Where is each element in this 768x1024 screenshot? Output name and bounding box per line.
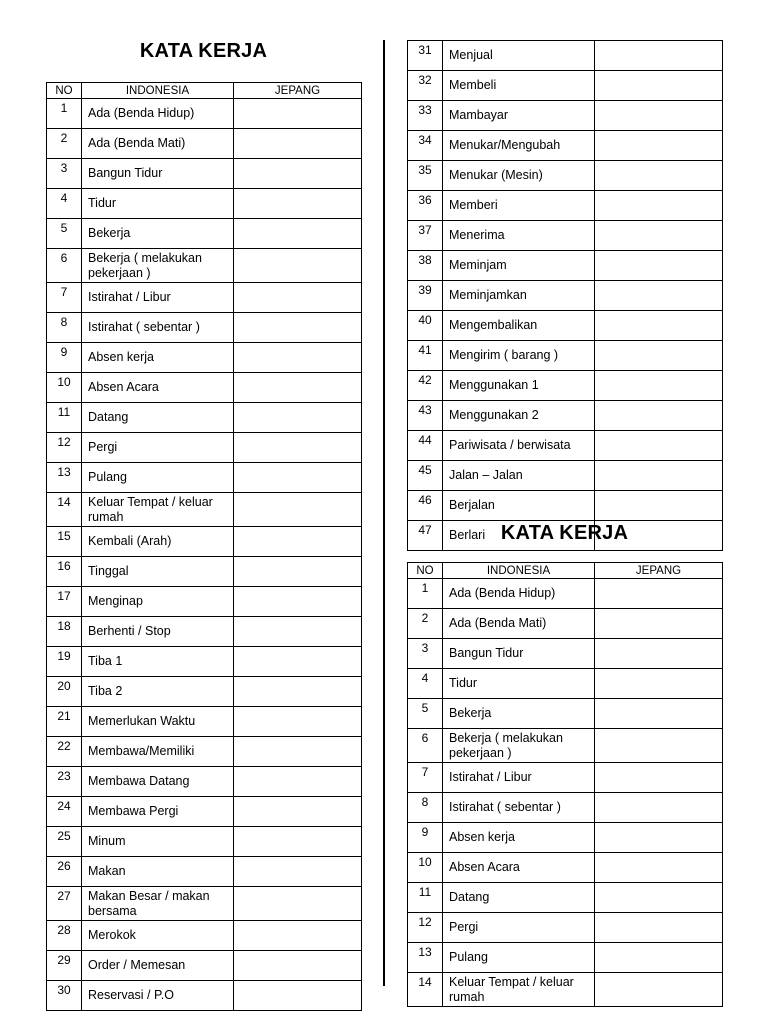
table-row <box>408 41 723 71</box>
indonesia-cell: Bekerja <box>443 699 595 729</box>
indonesia-cell: Mengembalikan <box>443 311 595 341</box>
indonesia-cell: Order / Memesan <box>82 951 234 981</box>
table-row <box>408 853 723 883</box>
jepang-cell[interactable] <box>595 763 723 793</box>
indonesia-cell: Ada (Benda Hidup) <box>82 99 234 129</box>
jepang-cell[interactable] <box>234 707 362 737</box>
indonesia-cell: Bangun Tidur <box>443 639 595 669</box>
jepang-cell[interactable] <box>595 401 723 431</box>
jepang-cell[interactable] <box>595 639 723 669</box>
table-row <box>47 249 362 283</box>
row-number: 30 <box>47 981 82 1011</box>
row-number: 33 <box>408 101 443 131</box>
table-row <box>408 101 723 131</box>
row-number: 22 <box>47 737 82 767</box>
row-number: 23 <box>47 767 82 797</box>
table-header-row <box>408 563 723 579</box>
jepang-cell[interactable] <box>234 737 362 767</box>
row-number: 43 <box>408 401 443 431</box>
table-row <box>47 557 362 587</box>
row-number: 12 <box>408 913 443 943</box>
row-number: 20 <box>47 677 82 707</box>
indonesia-cell: Merokok <box>82 921 234 951</box>
jepang-cell[interactable] <box>234 951 362 981</box>
jepang-cell[interactable] <box>234 527 362 557</box>
indonesia-cell: Bekerja ( melakukan pekerjaan ) <box>82 249 234 283</box>
row-number: 26 <box>47 857 82 887</box>
table-row <box>47 373 362 403</box>
table-row <box>408 579 723 609</box>
table-row <box>408 973 723 1007</box>
row-number: 19 <box>47 647 82 677</box>
jepang-cell[interactable] <box>595 221 723 251</box>
row-number: 8 <box>408 793 443 823</box>
row-number: 46 <box>408 491 443 521</box>
indonesia-cell: Absen Acara <box>82 373 234 403</box>
table-row <box>47 343 362 373</box>
table-row <box>47 313 362 343</box>
row-number: 13 <box>408 943 443 973</box>
row-number: 28 <box>47 921 82 951</box>
table-row <box>47 647 362 677</box>
jepang-cell[interactable] <box>234 981 362 1011</box>
table-row <box>408 251 723 281</box>
jepang-cell[interactable] <box>595 311 723 341</box>
indonesia-cell: Berjalan <box>443 491 595 521</box>
row-number: 17 <box>47 587 82 617</box>
indonesia-cell: Pulang <box>82 463 234 493</box>
table-row <box>408 191 723 221</box>
jepang-cell[interactable] <box>234 827 362 857</box>
jepang-cell[interactable] <box>234 283 362 313</box>
table-row <box>408 311 723 341</box>
table-row <box>408 341 723 371</box>
jepang-cell[interactable] <box>234 343 362 373</box>
jepang-cell[interactable] <box>234 767 362 797</box>
indonesia-cell: Menjual <box>443 41 595 71</box>
indonesia-cell: Menggunakan 2 <box>443 401 595 431</box>
jepang-cell[interactable] <box>234 189 362 219</box>
jepang-cell[interactable] <box>595 191 723 221</box>
jepang-cell[interactable] <box>234 797 362 827</box>
indonesia-cell: Meminjam <box>443 251 595 281</box>
row-number: 5 <box>47 219 82 249</box>
table-row <box>47 767 362 797</box>
indonesia-cell: Makan <box>82 857 234 887</box>
jepang-cell[interactable] <box>595 853 723 883</box>
row-number: 6 <box>408 729 443 763</box>
table-row <box>47 677 362 707</box>
jepang-cell[interactable] <box>595 699 723 729</box>
row-number: 24 <box>47 797 82 827</box>
row-number: 4 <box>47 189 82 219</box>
table-row <box>47 797 362 827</box>
header-indonesia: INDONESIA <box>82 83 234 99</box>
indonesia-cell: Keluar Tempat / keluar rumah <box>82 493 234 527</box>
jepang-cell[interactable] <box>234 129 362 159</box>
table-row <box>47 99 362 129</box>
row-number: 45 <box>408 461 443 491</box>
row-number: 7 <box>47 283 82 313</box>
header-indonesia: INDONESIA <box>443 563 595 579</box>
indonesia-cell: Makan Besar / makan bersama <box>82 887 234 921</box>
row-number: 42 <box>408 371 443 401</box>
table-row <box>408 793 723 823</box>
table-row <box>408 221 723 251</box>
table-row <box>408 281 723 311</box>
table-row <box>408 609 723 639</box>
row-number: 35 <box>408 161 443 191</box>
row-number: 41 <box>408 341 443 371</box>
row-number: 14 <box>47 493 82 527</box>
jepang-cell[interactable] <box>234 587 362 617</box>
jepang-cell[interactable] <box>595 371 723 401</box>
jepang-cell[interactable] <box>595 251 723 281</box>
indonesia-cell: Datang <box>82 403 234 433</box>
indonesia-cell: Tidur <box>443 669 595 699</box>
indonesia-cell: Istirahat ( sebentar ) <box>443 793 595 823</box>
jepang-cell[interactable] <box>595 609 723 639</box>
row-number: 15 <box>47 527 82 557</box>
jepang-cell[interactable] <box>595 101 723 131</box>
table-row <box>47 617 362 647</box>
indonesia-cell: Tinggal <box>82 557 234 587</box>
row-number: 18 <box>47 617 82 647</box>
row-number: 11 <box>47 403 82 433</box>
indonesia-cell: Membawa Pergi <box>82 797 234 827</box>
row-number: 16 <box>47 557 82 587</box>
table-row <box>408 371 723 401</box>
indonesia-cell: Memberi <box>443 191 595 221</box>
indonesia-cell: Absen kerja <box>82 343 234 373</box>
indonesia-cell: Absen Acara <box>443 853 595 883</box>
indonesia-cell: Menggunakan 1 <box>443 371 595 401</box>
verb-table-right-top <box>407 40 723 551</box>
indonesia-cell: Pulang <box>443 943 595 973</box>
jepang-cell[interactable] <box>595 461 723 491</box>
indonesia-cell: Menginap <box>82 587 234 617</box>
indonesia-cell: Pariwisata / berwisata <box>443 431 595 461</box>
table-row <box>408 669 723 699</box>
jepang-cell[interactable] <box>595 161 723 191</box>
indonesia-cell: Pergi <box>443 913 595 943</box>
page-title-left: KATA KERJA <box>139 40 268 62</box>
jepang-cell[interactable] <box>234 493 362 527</box>
jepang-cell[interactable] <box>595 729 723 763</box>
indonesia-cell: Mengirim ( barang ) <box>443 341 595 371</box>
jepang-cell[interactable] <box>595 913 723 943</box>
indonesia-cell: Jalan – Jalan <box>443 461 595 491</box>
jepang-cell[interactable] <box>234 373 362 403</box>
header-no: NO <box>408 563 443 579</box>
jepang-cell[interactable] <box>595 341 723 371</box>
indonesia-cell: Mambayar <box>443 101 595 131</box>
row-number: 25 <box>47 827 82 857</box>
row-number: 27 <box>47 887 82 921</box>
indonesia-cell: Berlari <box>443 521 595 551</box>
jepang-cell[interactable] <box>234 557 362 587</box>
row-number: 44 <box>408 431 443 461</box>
table-row <box>47 737 362 767</box>
table-row <box>408 161 723 191</box>
row-number: 21 <box>47 707 82 737</box>
table-row <box>47 887 362 921</box>
verb-table-right-bottom <box>407 562 723 1007</box>
table-row <box>47 189 362 219</box>
indonesia-cell: Bangun Tidur <box>82 159 234 189</box>
row-number: 1 <box>408 579 443 609</box>
row-number: 4 <box>408 669 443 699</box>
table-row <box>408 883 723 913</box>
indonesia-cell: Memerlukan Waktu <box>82 707 234 737</box>
row-number: 3 <box>47 159 82 189</box>
jepang-cell[interactable] <box>595 431 723 461</box>
table-row <box>47 527 362 557</box>
header-jepang: JEPANG <box>234 83 362 99</box>
table-row <box>47 707 362 737</box>
jepang-cell[interactable] <box>234 677 362 707</box>
indonesia-cell: Reservasi / P.O <box>82 981 234 1011</box>
table-row <box>408 431 723 461</box>
jepang-cell[interactable] <box>595 71 723 101</box>
indonesia-cell: Keluar Tempat / keluar rumah <box>443 973 595 1007</box>
row-number: 47 <box>408 521 443 551</box>
table-row <box>47 827 362 857</box>
indonesia-cell: Tidur <box>82 189 234 219</box>
row-number: 1 <box>47 99 82 129</box>
indonesia-cell: Bekerja ( melakukan pekerjaan ) <box>443 729 595 763</box>
indonesia-cell: Meminjamkan <box>443 281 595 311</box>
table-row <box>47 219 362 249</box>
indonesia-cell: Membeli <box>443 71 595 101</box>
indonesia-cell: Ada (Benda Hidup) <box>443 579 595 609</box>
indonesia-cell: Ada (Benda Mati) <box>443 609 595 639</box>
row-number: 36 <box>408 191 443 221</box>
jepang-cell[interactable] <box>234 617 362 647</box>
jepang-cell[interactable] <box>234 159 362 189</box>
jepang-cell[interactable] <box>234 249 362 283</box>
row-number: 12 <box>47 433 82 463</box>
jepang-cell[interactable] <box>595 281 723 311</box>
table-row <box>408 823 723 853</box>
jepang-cell[interactable] <box>234 463 362 493</box>
row-number: 31 <box>408 41 443 71</box>
row-number: 38 <box>408 251 443 281</box>
jepang-cell[interactable] <box>595 823 723 853</box>
jepang-cell[interactable] <box>234 433 362 463</box>
page-title-right: KATA KERJA <box>500 522 629 544</box>
indonesia-cell: Tiba 1 <box>82 647 234 677</box>
table-row <box>408 461 723 491</box>
jepang-cell[interactable] <box>595 943 723 973</box>
table-row <box>408 943 723 973</box>
table-header-row <box>47 83 362 99</box>
table-row <box>47 159 362 189</box>
row-number: 39 <box>408 281 443 311</box>
row-number: 40 <box>408 311 443 341</box>
indonesia-cell: Kembali (Arah) <box>82 527 234 557</box>
table-row <box>408 71 723 101</box>
verb-table-left <box>46 82 362 1011</box>
indonesia-cell: Istirahat / Libur <box>443 763 595 793</box>
row-number: 37 <box>408 221 443 251</box>
row-number: 14 <box>408 973 443 1007</box>
table-row <box>408 491 723 521</box>
jepang-cell[interactable] <box>234 403 362 433</box>
table-row <box>47 283 362 313</box>
jepang-cell[interactable] <box>595 883 723 913</box>
table-row <box>408 913 723 943</box>
table-row <box>408 131 723 161</box>
row-number: 2 <box>47 129 82 159</box>
indonesia-cell: Membawa Datang <box>82 767 234 797</box>
jepang-cell[interactable] <box>234 313 362 343</box>
table-row <box>47 463 362 493</box>
header-jepang: JEPANG <box>595 563 723 579</box>
table-row <box>47 493 362 527</box>
jepang-cell[interactable] <box>234 857 362 887</box>
row-number: 11 <box>408 883 443 913</box>
row-number: 10 <box>408 853 443 883</box>
indonesia-cell: Ada (Benda Mati) <box>82 129 234 159</box>
jepang-cell[interactable] <box>595 131 723 161</box>
row-number: 29 <box>47 951 82 981</box>
table-row <box>408 729 723 763</box>
indonesia-cell: Berhenti / Stop <box>82 617 234 647</box>
jepang-cell[interactable] <box>234 647 362 677</box>
row-number: 7 <box>408 763 443 793</box>
indonesia-cell: Istirahat ( sebentar ) <box>82 313 234 343</box>
table-row <box>47 857 362 887</box>
jepang-cell[interactable] <box>234 887 362 921</box>
table-row <box>47 587 362 617</box>
indonesia-cell: Datang <box>443 883 595 913</box>
indonesia-cell: Bekerja <box>82 219 234 249</box>
jepang-cell[interactable] <box>234 921 362 951</box>
header-no: NO <box>47 83 82 99</box>
table-row <box>408 639 723 669</box>
jepang-cell[interactable] <box>234 99 362 129</box>
indonesia-cell: Minum <box>82 827 234 857</box>
jepang-cell[interactable] <box>595 793 723 823</box>
row-number: 5 <box>408 699 443 729</box>
table-row <box>47 129 362 159</box>
indonesia-cell: Istirahat / Libur <box>82 283 234 313</box>
row-number: 13 <box>47 463 82 493</box>
jepang-cell[interactable] <box>595 669 723 699</box>
row-number: 32 <box>408 71 443 101</box>
row-number: 8 <box>47 313 82 343</box>
jepang-cell[interactable] <box>595 973 723 1007</box>
indonesia-cell: Menukar/Mengubah <box>443 131 595 161</box>
row-number: 6 <box>47 249 82 283</box>
indonesia-cell: Absen kerja <box>443 823 595 853</box>
row-number: 9 <box>408 823 443 853</box>
row-number: 10 <box>47 373 82 403</box>
indonesia-cell: Menerima <box>443 221 595 251</box>
indonesia-cell: Tiba 2 <box>82 677 234 707</box>
jepang-cell[interactable] <box>595 41 723 71</box>
jepang-cell[interactable] <box>234 219 362 249</box>
row-number: 2 <box>408 609 443 639</box>
row-number: 9 <box>47 343 82 373</box>
jepang-cell[interactable] <box>595 579 723 609</box>
table-row <box>47 433 362 463</box>
table-row <box>47 403 362 433</box>
table-row <box>408 763 723 793</box>
table-row <box>408 401 723 431</box>
indonesia-cell: Membawa/Memiliki <box>82 737 234 767</box>
table-row <box>47 951 362 981</box>
table-row <box>47 981 362 1011</box>
table-row <box>408 699 723 729</box>
row-number: 34 <box>408 131 443 161</box>
column-divider <box>383 40 385 986</box>
indonesia-cell: Pergi <box>82 433 234 463</box>
indonesia-cell: Menukar (Mesin) <box>443 161 595 191</box>
jepang-cell[interactable] <box>595 491 723 521</box>
row-number: 3 <box>408 639 443 669</box>
table-row <box>47 921 362 951</box>
